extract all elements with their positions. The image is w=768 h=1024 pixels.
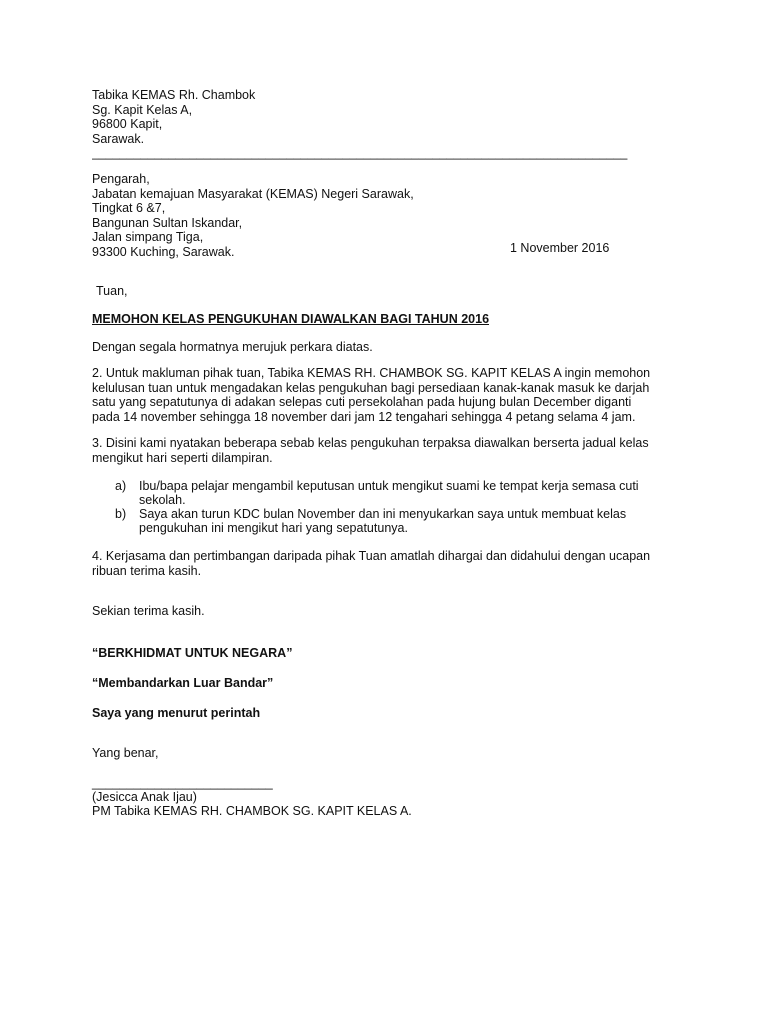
signoff: Yang benar, xyxy=(92,746,159,760)
paragraph-line: satu yang sepatutunya di adakan selepas cuti persekolahan pada hujung bulan December diganti xyxy=(92,395,632,409)
paragraph-line: 2. Untuk makluman pihak tuan, Tabika KEMAS RH. CHAMBOK SG. KAPIT KELAS A ingin memohon xyxy=(92,366,651,380)
sender-line: Sarawak. xyxy=(92,131,145,146)
recipient-address xyxy=(92,172,414,259)
sender-address xyxy=(92,88,255,146)
list-item xyxy=(115,479,639,494)
paragraph-line: kelulusan tuan untuk mengadakan kelas pengukuhan bagi persediaan kanak-kanak masuk ke darjah xyxy=(92,380,650,395)
paragraph-line: pada 14 november sehingga 18 november dari jam 12 tengahari sehingga 4 petang selama 4 jam. xyxy=(92,409,636,424)
divider-line: _____________________________________________________________________________ xyxy=(92,146,628,160)
paragraph-3 xyxy=(92,436,682,465)
recipient-line: Jabatan kemajuan Masyarakat (KEMAS) Negeri Sarawak, xyxy=(92,186,414,201)
signature-line: __________________________ xyxy=(92,776,273,790)
list-marker: b) xyxy=(115,507,127,521)
sender-line: Tabika KEMAS Rh. Chambok xyxy=(92,88,256,102)
list-item-continuation: pengukuhan ini mengikut hari yang sepatutunya. xyxy=(139,521,408,535)
paragraph-line: 3. Disini kami nyatakan beberapa sebab kelas pengukuhan terpaksa diawalkan berserta jadual kelas xyxy=(92,436,649,450)
paragraph-line: 4. Kerjasama dan pertimbangan daripada pihak Tuan amatlah dihargai dan didahului dengan ucapan xyxy=(92,549,651,563)
list-text: Ibu/bapa pelajar mengambil keputusan untuk mengikut suami ke tempat kerja semasa cuti xyxy=(139,479,639,493)
paragraph-4 xyxy=(92,549,682,578)
paragraph-1: Dengan segala hormatnya merujuk perkara diatas. xyxy=(92,340,373,354)
list-marker: a) xyxy=(115,479,127,493)
signer-name: (Jesicca Anak Ijau) xyxy=(92,790,197,804)
greeting: Tuan, xyxy=(96,284,128,298)
signer-title: PM Tabika KEMAS RH. CHAMBOK SG. KAPIT KELAS A. xyxy=(92,804,412,818)
recipient-line: Jalan simpang Tiga, xyxy=(92,230,204,244)
list-text: Saya akan turun KDC bulan November dan ini menyukarkan saya untuk membuat kelas xyxy=(139,507,627,521)
list-item xyxy=(115,507,626,522)
closing-text: Sekian terima kasih. xyxy=(92,604,205,618)
sender-line: Sg. Kapit Kelas A, xyxy=(92,102,193,117)
recipient-line: Tingkat 6 &7, xyxy=(92,201,166,215)
recipient-line: Pengarah, xyxy=(92,172,150,186)
recipient-line: Bangunan Sultan Iskandar, xyxy=(92,215,243,230)
letter-date: 1 November 2016 xyxy=(510,241,610,255)
slogan-secondary: “Membandarkan Luar Bandar” xyxy=(92,676,274,690)
slogan-primary: “BERKHIDMAT UNTUK NEGARA” xyxy=(92,646,293,660)
signoff-order: Saya yang menurut perintah xyxy=(92,706,261,720)
list-item-continuation: sekolah. xyxy=(139,493,186,507)
subject-line: MEMOHON KELAS PENGUKUHAN DIAWALKAN BAGI TAHUN 2016 xyxy=(92,312,490,326)
recipient-line: 93300 Kuching, Sarawak. xyxy=(92,244,235,259)
sender-line: 96800 Kapit, xyxy=(92,117,163,131)
paragraph-line: ribuan terima kasih. xyxy=(92,563,202,578)
paragraph-line: mengikut hari seperti dilampiran. xyxy=(92,450,273,465)
paragraph-2 xyxy=(92,366,682,424)
